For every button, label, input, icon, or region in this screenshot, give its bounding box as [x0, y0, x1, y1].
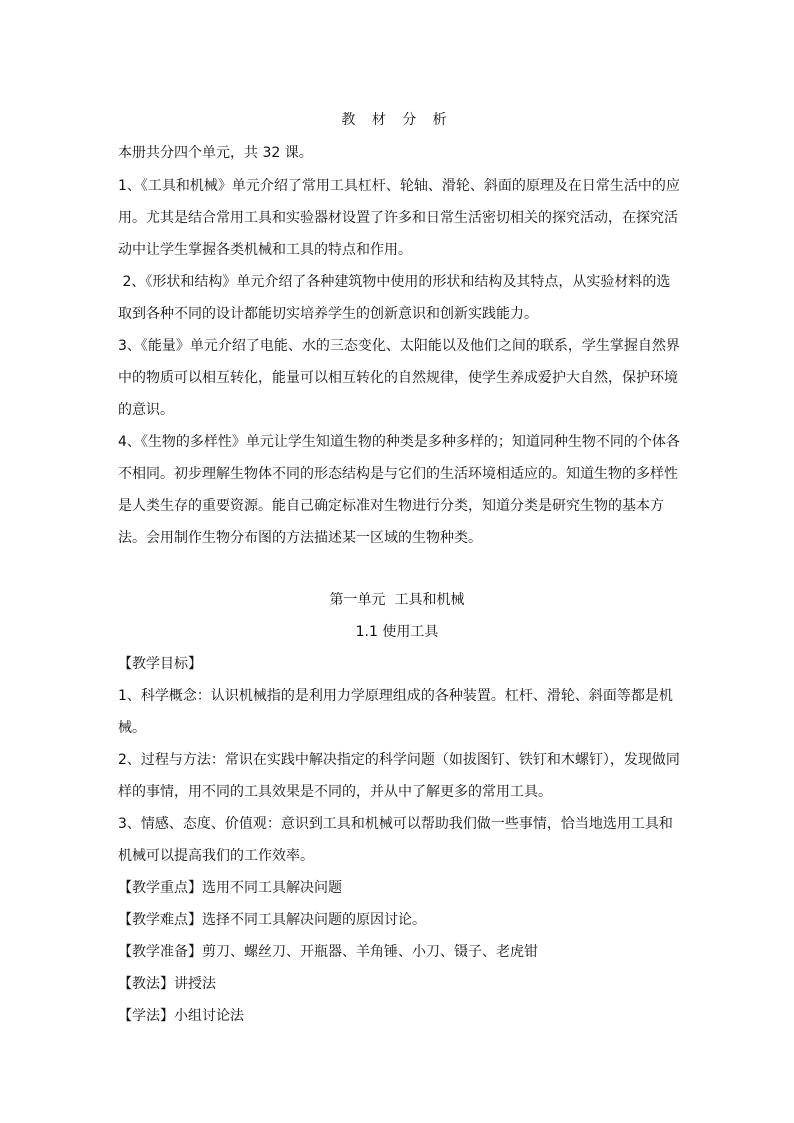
unit-heading: 第一单元 工具和机械 — [329, 592, 465, 608]
teaching-method: 【教法】讲授法 — [118, 976, 216, 992]
goal-2: 2、过程与方法：常识在实践中解决指定的科学问题（如拔图钉、铁钉和木螺钉），发现做同样的事情，用不同的工具效果是不同的，并从中了解更多的常用工具。 — [118, 752, 680, 800]
unit-paragraph-4: 4、《生物的多样性》单元让学生知道生物的种类是多种多样的；知道同种生物不同的个体各不相同。初步理解生物体不同的形态结构是与它们的生活环境相适应的。知道生物的多样性是人类生存的重要资源。能自己确定标准对生物进行分类，知道分类是研究生物的基本方法。会用制作生物分布图的方法描述某一区域的生物种类。 — [118, 434, 680, 546]
goal-1: 1、科学概念：认识机械指的是利用力学原理组成的各种装置。杠杆、滑轮、斜面等都是机械。 — [118, 688, 673, 736]
goals-label: 【教学目标】 — [118, 656, 202, 672]
intro-text: 本册共分四个单元，共 32 课。 — [118, 145, 313, 161]
unit-paragraph-2: 2、《形状和结构》单元介绍了各种建筑物中使用的形状和结构及其特点，从实验材料的选取到各种不同的设计都能切实培养学生的创新意识和创新实践能力。 — [118, 274, 671, 322]
difficulty: 【教学难点】选择不同工具解决问题的原因讨论。 — [118, 912, 426, 928]
lesson-heading: 1.1 使用工具 — [355, 624, 439, 640]
page-title: 教 材 分 析 — [341, 112, 453, 128]
learning-method: 【学法】小组讨论法 — [118, 1008, 244, 1024]
unit-paragraph-3: 3、《能量》单元介绍了电能、水的三态变化、太阳能以及他们之间的联系，学生掌握自然界中的物质可以相互转化，能量可以相互转化的自然规律，使学生养成爱护大自然，保护环境的意识。 — [118, 338, 680, 418]
preparation: 【教学准备】剪刀、螺丝刀、开瓶器、羊角锤、小刀、镊子、老虎钳 — [118, 944, 538, 960]
key-point: 【教学重点】选用不同工具解决问题 — [118, 880, 342, 896]
goal-3: 3、情感、态度、价值观：意识到工具和机械可以帮助我们做一些事情，恰当地选用工具和机械可以提高我们的工作效率。 — [118, 816, 673, 864]
unit-paragraph-1: 1、《工具和机械》单元介绍了常用工具杠杆、轮轴、滑轮、斜面的原理及在日常生活中的应用。尤其是结合常用工具和实验器材设置了许多和日常生活密切相关的探究活动，在探究活动中让学生掌握各类机械和工具的特点和作用。 — [118, 178, 680, 258]
